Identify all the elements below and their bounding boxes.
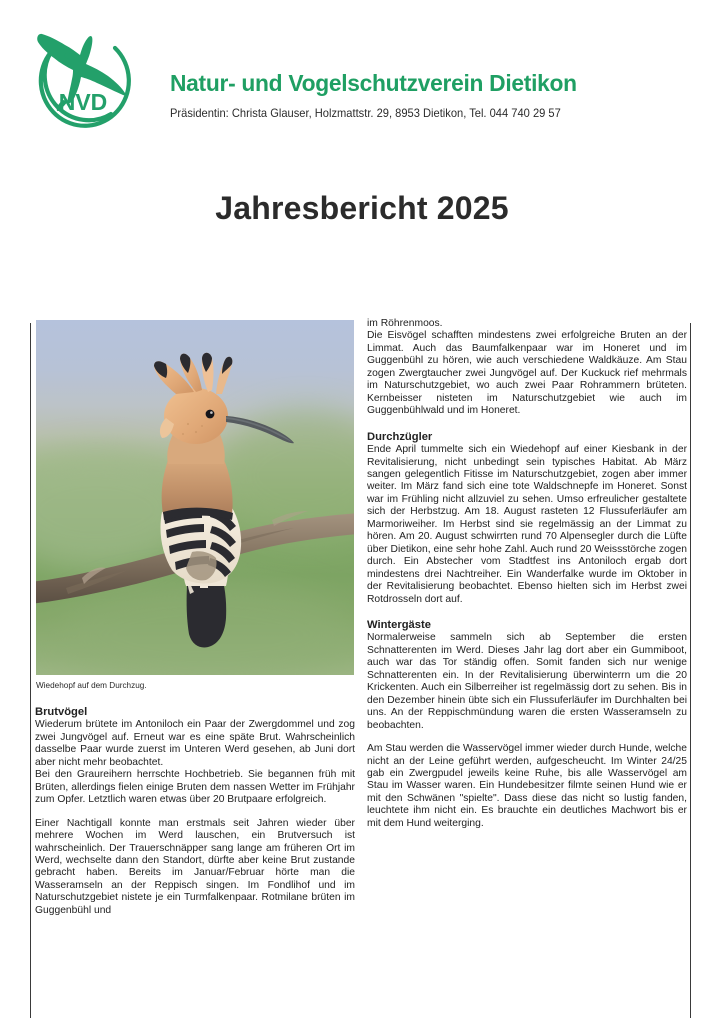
right-column-rule: [690, 323, 691, 1018]
paragraph: Ende April tummelte sich ein Wiedehopf auf einer Kiesbank in der Revitalisierung, nicht unbedingt sein typisches Habitat. Ab März sangen gelegentlich Fitisse im Naturschutzgebiet, zogen aber immer weiter. Im März fand sich eine tote Waldschnepfe im Honeret. Sonst war im Frühling nicht allzuviel zu sehen. Umso erfreulicher gestaltete sich der Herbstzug. Am 18. August rasteten 12 Flussuferläufer am Marmoriweiher. Im Herbst sind sie regelmässig an der Limmat zu hören. Am 20. August schwirrten rund 70 Alpensegler durch die Lüfte über Dietikon, eine sehr hohe Zahl. Auch rund 20 Weissstörche zogen durch. Ein Abstecher vom Stadtfest ins Antoniloch ergab dort mindestens drei Nachtreiher. Ein Wanderfalke wurde im Oktober in der Revitalisierung beobachtet. Ebenso hielten sich im Herbst zwei Rotdrosseln dort auf.: [367, 444, 687, 605]
section-heading-wintergaeste: Wintergäste: [367, 618, 431, 631]
article-photo: [36, 320, 354, 675]
logo-text: NVD: [58, 89, 108, 115]
page-header: [0, 0, 724, 150]
hoopoe-photo-scene: [36, 320, 354, 675]
bird-eye: [206, 410, 215, 419]
paragraph: Die Eisvögel schafften mindestens zwei erfolgreiche Bruten an der Limmat. Auch das Baumfalkenpaar war im Honeret und im Guggenbühl zu hören, wie auch verschiedene Waldkäuze. Am Stau zogen Zwergtaucher zwei Jungvögel auf. Der Kuckuck rief mehrmals im Naturschutzgebiet, wo auch zwei Paar Rohrammern brüteten. Kernbeisser nisteten im Naturschutzgebiet wie auch im Guggenbühlwald und im Honeret.: [367, 330, 687, 417]
bird-back: [162, 460, 233, 514]
nvd-logo: [27, 26, 139, 130]
paragraph: Normalerweise sammeln sich ab September die ersten Schnatterenten im Werd. Dieses Jahr lag dort aber ein Gummiboot, auch war das Tor ständig offen. Somit fanden sich nur wenige Schnatterenten ein. In der Revitalisierung überwinterrn um die 20 Krickenten. Auch ein Silberreiher ist regelmässig dort zu sehen. Bis in den Dezember hinein übte sich ein Flussuferläufer im Durchhalten bei uns. An der Reppischmündung waren die ersten Wasseramseln zu beobachten.: [367, 632, 687, 731]
organization-contact: Präsidentin: Christa Glauser, Holzmattstr. 29, 8953 Dietikon, Tel. 044 740 29 57: [170, 107, 561, 120]
paragraph: Einer Nachtigall konnte man erstmals seit Jahren wieder über mehrere Wochen im Werd lauschen, ein Brutversuch ist wahrscheinlich. Der Trauerschnäpper sang lange am früheren Ort im Werd, wechselte dann den Standort, dürfte aber keine Brut zustande gebracht haben. Bereits im Januar/Februar hörte man die Wasseramseln an der Reppisch singen. Im Fondlihof und im Naturschutzgebiet nistete je ein Turmfalkenpaar. Rotmilane brüten im Guggenbühl und: [35, 817, 355, 916]
left-column: [35, 706, 355, 917]
left-column-rule: [30, 323, 31, 1018]
photo-caption: Wiedehopf auf dem Durchzug.: [36, 681, 147, 690]
page-title: Jahresbericht 2025: [215, 190, 509, 226]
organization-name: Natur- und Vogelschutzverein Dietikon: [170, 70, 577, 96]
branch-and-bird-illustration: [36, 320, 354, 675]
bird-in-circle-icon: [27, 26, 139, 130]
section-heading-durchzuegler: Durchzügler: [367, 430, 433, 443]
paragraph: Bei den Graureihern herrschte Hochbetrieb. Sie begannen früh mit Brüten, allerdings fielen einige Bruten dem nassen Wetter im Frühjahr zum Opfer. Letztlich waren etwas über 20 Brutpaare erfolgreich.: [35, 769, 355, 806]
bird-head: [164, 388, 228, 444]
bird-crest: [154, 353, 232, 394]
section-heading-brutvoegel: Brutvögel: [35, 706, 88, 718]
paragraph: Wiederum brütete im Antoniloch ein Paar der Zwergdommel und zog zwei Jungvögel auf. Erneut war es eine späte Brut. Wahrscheinlich dasselbe Paar wurde zuerst im Unteren Werd gesehen, ab Juni dort aber nicht mehr beobachtet.: [35, 719, 355, 768]
paragraph-continuation: im Röhrenmoos.: [367, 318, 443, 329]
right-column: [367, 318, 687, 830]
paragraph: Am Stau werden die Wasservögel immer wieder durch Hunde, welche nicht an der Leine geführt werden, aufgescheucht. Im Winter 24/25 gab ein Zwergpudel jeweils keine Ruhe, bis alle Wasservögel am Stau im Wasser waren. Ein Hundebesitzer filmte seinen Hund wie er mit den Schwänen "spielte". Dass diese das nicht so lustig fanden, leuchtete ihm nicht ein. Es brauchte ein deutliches Machwort bis er mit dem Hund weiterging.: [367, 743, 687, 829]
